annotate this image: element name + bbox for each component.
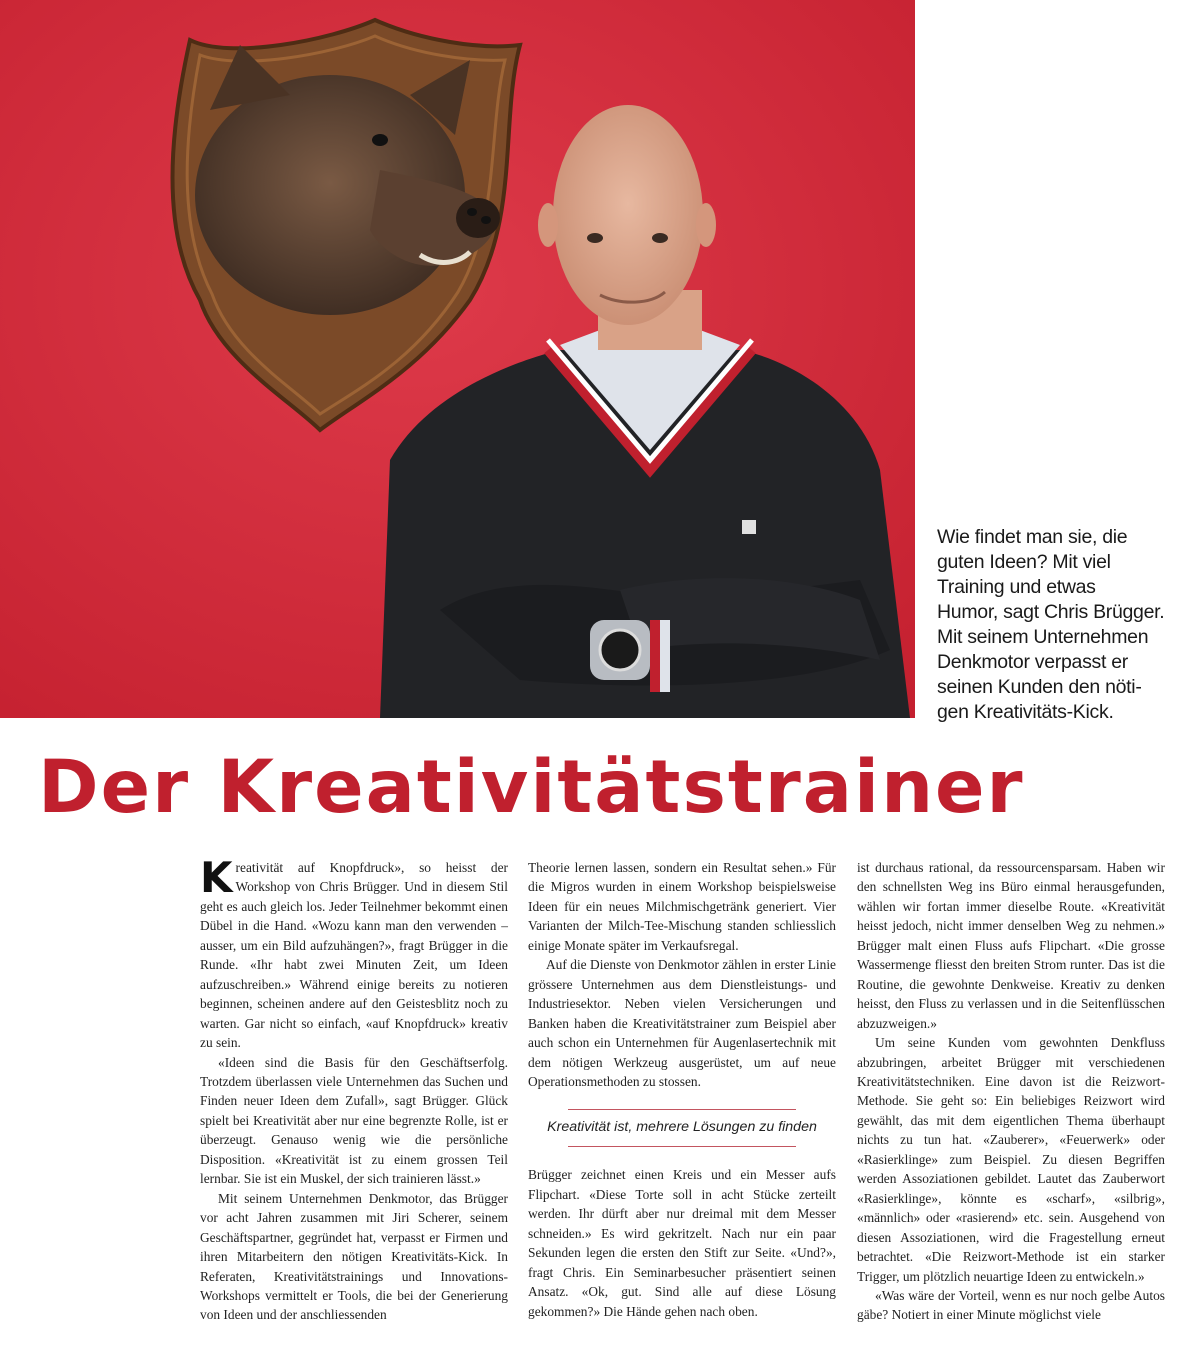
pull-quote-rule-bottom: [568, 1146, 796, 1147]
article-column-1: [200, 853, 508, 1325]
paragraph: ist durchaus rational, da ressourcensparsam. Haben wir den schnellsten Weg ins Büro einmal herausgefunden, wählen wir fortan immer dieselbe Route. «Kreativität heisst jedoch, nicht immer denselben Weg zu nehmen.» Brügger malt einen Fluss aufs Flipchart. «Die grosse Wassermenge fliesst den breiten Strom runter. Das ist die Routine, die gewohnte Denkweise. Kreativ zu denken heisst, den Fluss zu verlassen und in die Seitenflüsschen abzuzweigen.»: [857, 860, 1165, 1031]
pull-quote: [528, 1109, 836, 1147]
paragraph: Theorie lernen lassen, sondern ein Resultat sehen.» Für die Migros wurden in einem Workshop beispielsweise Ideen für ein neues Milchmischgetränk generiert. Vier Varianten der Milch-Tee-Mischung standen schliesslich einige Monate später im Verkaufsregal.: [528, 860, 836, 953]
hero-photo-illustration: [0, 0, 915, 718]
intro-line: Mit seinem Unternehmen: [937, 626, 1149, 648]
intro-line: Humor, sagt Chris Brügger.: [937, 601, 1165, 623]
paragraph: Mit seinem Unternehmen Denkmotor, das Brügger vor acht Jahren zusammen mit Jiri Scherer, seinem Geschäftspartner, gegründet hat, verpasst er Firmen und ihren Mitarbeitern den nötigen Kreativitäts-Kick. In Referaten, Kreativitätstrainings und Innovations-Workshops vermittelt er Tools, die bei der Generierung von Ideen und der anschliessenden: [200, 1190, 508, 1323]
article-column-3: [857, 858, 1165, 1325]
paragraph: [200, 853, 508, 1053]
pull-quote-text: Kreativität ist, mehrere Lösungen zu finden: [547, 1119, 817, 1136]
paragraph: Auf die Dienste von Denkmotor zählen in erster Linie grössere Unternehmen aus dem Dienstleistungs- und Industriesektor. Neben vielen Versicherungen und Banken haben die Kreativitätstrainer zum Beispiel aber auch schon ein Unternehmen für Augenlasertechnik mit dem nötigen Werkzeug ausgerüstet, um auf neue Operationsmethoden zu stossen.: [528, 957, 836, 1089]
paragraph: Um seine Kunden vom gewohnten Denkfluss abzubringen, arbeitet Brügger mit verschiedenen Kreativitätstechniken. Eine davon ist die Reizwort-Methode. Sie geht so: Ein beliebiges Reizwort wird gewählt, das mit dem eigentlichen Thema überhaupt nichts zu tun hat. «Zauberer», «Feuerwerk» oder «Rasierklinge» zum Beispiel. Zu diesen Begriffen werden Assoziationen gebildet. Lautet das Zauberwort «Rasierklinge», könnte es «scharf», «silbrig», «männlich» oder «rasierend» etc. sein. Ausgehend von diesen Assoziationen, wird die Fragestellung erneut betrachtet. «Die Reizwort-Methode ist ein starker Trigger, um plötzlich neuartige Ideen zu entwickeln.»: [857, 1035, 1165, 1284]
intro-line: seinen Kunden den nöti-: [937, 676, 1142, 698]
paragraph: «Was wäre der Vorteil, wenn es nur noch gelbe Autos gäbe? Notiert in einer Minute möglichst viele: [857, 1287, 1165, 1323]
paragraph-text: reativität auf Knopfdruck», so heisst der Workshop von Chris Brügger. Und in diesem Stil geht es auch gleich los. Jeder Teilnehmer bekommt einen Dübel in die Hand. «Wozu kann man den verwenden – ausser, um ein Bild aufzuhängen?», fragt Brügger in die Runde. «Ihr habt zwei Minuten Zeit, um Ideen aufzuschreiben.» Während einige bereits zu notieren beginnen, scheinen andere auf den Geistesblitz noch zu warten. Gar nicht so einfach, «auf Knopfdruck» kreativ zu sein.: [200, 860, 508, 1051]
intro-text: [937, 525, 1177, 725]
intro-line: Denkmotor verpasst er: [937, 651, 1128, 673]
headline: Der Kreativitätstrainer: [38, 745, 1025, 830]
intro-line: Training und etwas: [937, 576, 1096, 598]
intro-line: guten Ideen? Mit viel: [937, 551, 1111, 573]
article-column-2: [528, 858, 836, 1321]
paragraph: Brügger zeichnet einen Kreis und ein Messer aufs Flipchart. «Diese Torte soll in acht Stücke zerteilt werden. Ihr dürft aber nur dreimal mit dem Messer schneiden.» Es wird gekritzelt. Nach nur ein paar Sekunden legen die ersten den Stift zur Seite. «Und?», fragt Chris. Ein Seminarbesucher präsentiert seinen Ansatz. «Ok, gut. Sind alle auf diese Lösung gekommen?» Die Hände gehen nach oben.: [528, 1167, 836, 1319]
paragraph: «Ideen sind die Basis für den Geschäftserfolg. Trotzdem überlassen viele Unternehmen das Suchen und Finden neuer Ideen dem Zufall», sagt Brügger. Glück spielt bei Kreativität aber nur eine begrenzte Rolle, ist er überzeugt. Genauso wenig wie die persönliche Disposition. «Kreativität ist zu einem grossen Teil lernbar. Sie ist ein Muskel, der sich trainieren lässt.»: [200, 1054, 508, 1187]
intro-line: gen Kreativitäts-Kick.: [937, 701, 1114, 723]
dropcap: K: [200, 853, 233, 902]
hero-photo: [0, 0, 915, 718]
intro-line: Wie findet man sie, die: [937, 526, 1128, 548]
